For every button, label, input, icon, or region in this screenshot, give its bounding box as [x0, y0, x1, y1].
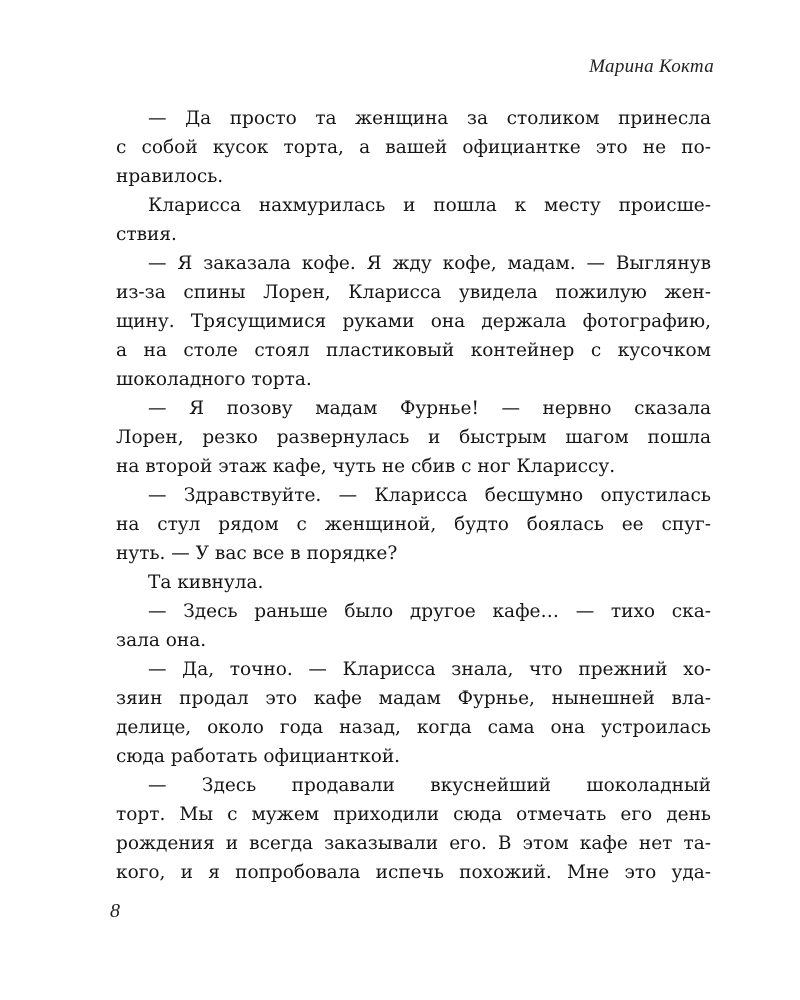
text-line: торт. Мы с мужем приходили сюда отмечать его день: [116, 804, 711, 825]
body-text: [116, 104, 711, 887]
text-line: нуть. — У вас все в порядке?: [116, 543, 398, 564]
text-line: а на столе стоял пластиковый контейнер с кусочком: [116, 340, 711, 361]
text-line: нравилось.: [116, 166, 224, 187]
text-line: зала она.: [116, 630, 207, 651]
page-number: 8: [110, 900, 120, 922]
text-line: — Я заказала кофе. Я жду кофе, мадам. — Выглянув: [148, 253, 711, 274]
text-line: — Здесь продавали вкуснейший шоколадный: [148, 775, 711, 796]
text-line: сюда работать официанткой.: [116, 746, 401, 767]
text-line: кого, и я попробовала испечь похожий. Мне это уда-: [116, 862, 711, 883]
text-line: — Здесь раньше было другое кафе… — тихо ска-: [148, 601, 711, 622]
text-line: делице, около года назад, когда сама она устроилась: [116, 717, 711, 738]
text-line: рождения и всегда заказывали его. В этом кафе нет та-: [116, 833, 711, 854]
text-line: шоколадного торта.: [116, 369, 312, 390]
text-line: Кларисса нахмурилась и пошла к месту происше-: [148, 195, 711, 216]
text-line: Та кивнула.: [148, 572, 264, 593]
text-line: с собой кусок торта, а вашей официантке это не по-: [116, 137, 711, 158]
text-line: зяин продал это кафе мадам Фурнье, нынешней вла-: [116, 688, 711, 709]
text-line: на стул рядом с женщиной, будто боялась ее спуг-: [116, 514, 711, 535]
text-line: — Да, точно. — Кларисса знала, что прежний хо-: [148, 659, 711, 680]
text-line: — Да просто та женщина за столиком принесла: [148, 108, 711, 129]
text-line: ствия.: [116, 224, 177, 245]
text-line: из-за спины Лорен, Кларисса увидела пожилую жен-: [116, 282, 711, 303]
text-line: — Здравствуйте. — Кларисса бесшумно опустилась: [148, 485, 711, 506]
text-line: щину. Трясущимися руками она держала фотографию,: [116, 311, 711, 332]
text-line: на второй этаж кафе, чуть не сбив с ног Клариссу.: [116, 456, 616, 477]
text-line: Лорен, резко развернулась и быстрым шагом пошла: [116, 427, 711, 448]
text-line: — Я позову мадам Фурнье! — нервно сказала: [148, 398, 711, 419]
running-head: Марина Кокта: [589, 56, 714, 77]
